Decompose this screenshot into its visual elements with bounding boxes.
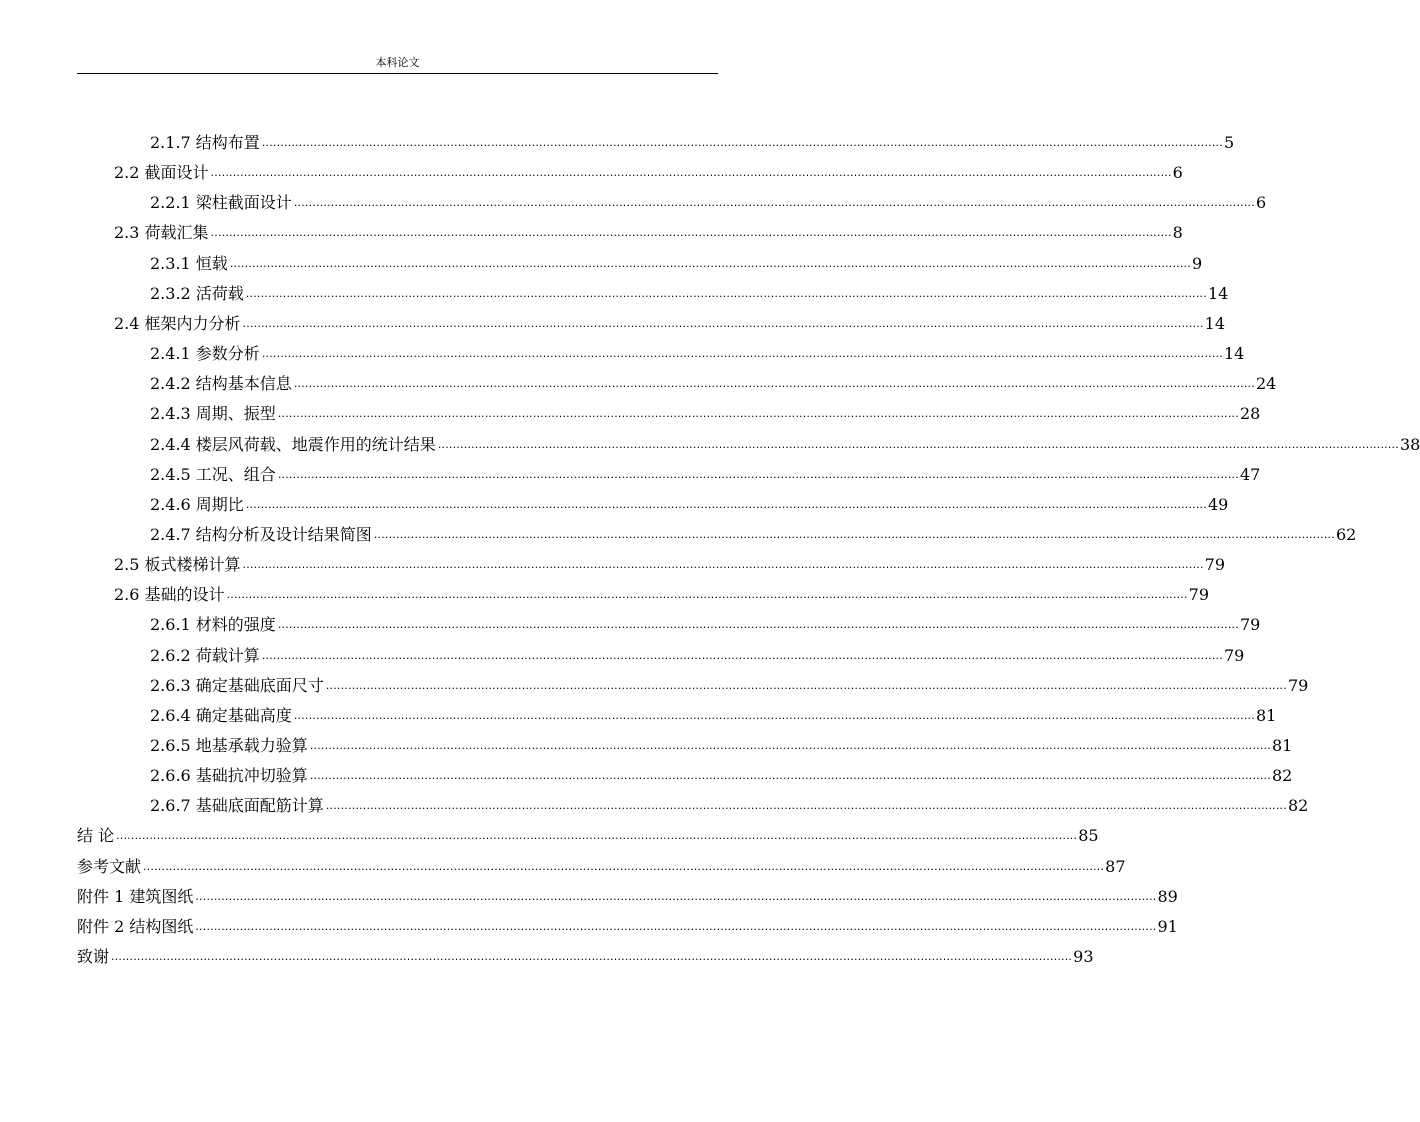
toc-entry-page-number: 14 — [1204, 313, 1226, 333]
toc-entry-title: 2.3.1 恒载 — [150, 253, 228, 273]
toc-entry-page-number: 79 — [1188, 585, 1210, 605]
toc-leader-dots: .................................................................................................................................................................................................................................................................... — [143, 859, 1105, 873]
toc-entry-title: 2.4.3 周期、振型 — [150, 404, 276, 424]
toc-entry-page-number: 85 — [1078, 826, 1099, 846]
toc-entry-title: 2.4 框架内力分析 — [114, 313, 241, 333]
toc-entry[interactable] — [150, 252, 1203, 274]
toc-entry-page-number: 81 — [1255, 705, 1277, 725]
toc-entry-page-number: 5 — [1223, 133, 1235, 152]
toc-entry-page-number: 49 — [1207, 494, 1229, 514]
toc-leader-dots: .................................................................................................................................................................................................................................................................... — [195, 919, 1157, 933]
toc-entry-title: 2.6.3 确定基础底面尺寸 — [150, 675, 324, 695]
toc-entry-title: 2.2 截面设计 — [114, 163, 209, 183]
toc-entry-page-number: 6 — [1255, 193, 1267, 213]
toc-entry-title: 2.2.1 梁柱截面设计 — [150, 193, 292, 213]
toc-leader-dots: .................................................................................................................................................................................................................................................................... — [111, 950, 1073, 964]
toc-leader-dots: .................................................................................................................................................................................................................................................................... — [293, 196, 1255, 210]
toc-leader-dots: .................................................................................................................................................................................................................................................................... — [261, 648, 1223, 662]
toc-entry-title: 参考文献 — [77, 856, 142, 876]
toc-leader-dots: .................................................................................................................................................................................................................................................................... — [210, 166, 1172, 180]
toc-leader-dots: .................................................................................................................................................................................................................................................................... — [277, 407, 1239, 421]
toc-leader-dots: .................................................................................................................................................................................................................................................................... — [210, 226, 1172, 240]
toc-entry[interactable] — [150, 342, 1245, 364]
toc-entry-page-number: 38 — [1399, 434, 1420, 454]
toc-entry-page-number: 87 — [1105, 856, 1126, 876]
toc-entry-title: 2.4.6 周期比 — [150, 494, 244, 514]
toc-leader-dots: .................................................................................................................................................................................................................................................................... — [309, 769, 1271, 783]
toc-entry-title: 2.4.4 楼层风荷载、地震作用的统计结果 — [150, 434, 436, 454]
toc-leader-dots: .................................................................................................................................................................................................................................................................... — [277, 618, 1239, 632]
toc-entry-title: 2.3.2 活荷载 — [150, 283, 244, 303]
toc-leader-dots: .................................................................................................................................................................................................................................................................... — [293, 377, 1255, 391]
toc-leader-dots: .................................................................................................................................................................................................................................................................... — [261, 347, 1223, 361]
toc-entry[interactable] — [150, 372, 1277, 394]
toc-entry[interactable] — [150, 131, 1235, 153]
toc-entry[interactable] — [150, 433, 1420, 455]
toc-entry-title: 结 论 — [77, 826, 115, 846]
toc-entry-page-number: 8 — [1172, 223, 1183, 243]
toc-leader-dots: .................................................................................................................................................................................................................................................................... — [325, 678, 1287, 692]
toc-entry[interactable] — [77, 855, 1126, 877]
toc-entry-title: 2.4.5 工况、组合 — [150, 464, 276, 484]
toc-entry-title: 附件 1 建筑图纸 — [77, 886, 194, 906]
toc-entry[interactable] — [150, 191, 1267, 213]
toc-entry-title: 2.4.7 结构分析及设计结果简图 — [150, 524, 372, 544]
toc-leader-dots: .................................................................................................................................................................................................................................................................... — [242, 558, 1204, 572]
toc-leader-dots: .................................................................................................................................................................................................................................................................... — [229, 256, 1191, 270]
toc-entry[interactable] — [114, 553, 1226, 575]
toc-entry-page-number: 9 — [1191, 253, 1203, 273]
toc-entry[interactable] — [114, 161, 1183, 183]
toc-leader-dots: .................................................................................................................................................................................................................................................................... — [309, 739, 1271, 752]
toc-entry[interactable] — [150, 493, 1229, 515]
toc-entry[interactable] — [150, 704, 1277, 726]
toc-entry-title: 2.6.6 基础抗冲切验算 — [150, 766, 308, 786]
toc-entry-page-number: 93 — [1073, 947, 1094, 967]
toc-entry[interactable] — [150, 674, 1309, 696]
toc-entry[interactable] — [150, 402, 1261, 424]
toc-entry-page-number: 82 — [1287, 796, 1309, 816]
toc-leader-dots: .................................................................................................................................................................................................................................................................... — [116, 829, 1078, 843]
page-header: 本科论文 — [375, 56, 420, 69]
toc-entry-page-number: 47 — [1239, 464, 1261, 484]
toc-entry-title: 2.3 荷载汇集 — [114, 223, 209, 243]
toc-entry-page-number: 6 — [1172, 163, 1183, 183]
toc-entry[interactable] — [150, 764, 1293, 786]
toc-entry[interactable] — [114, 312, 1226, 334]
toc-entry-title: 2.6 基础的设计 — [114, 585, 225, 605]
toc-entry-title: 2.6.5 地基承载力验算 — [150, 736, 308, 755]
toc-entry-page-number: 14 — [1223, 344, 1245, 364]
toc-entry-title: 2.1.7 结构布置 — [150, 133, 260, 152]
toc-leader-dots: .................................................................................................................................................................................................................................................................... — [195, 889, 1157, 903]
toc-leader-dots: .................................................................................................................................................................................................................................................................... — [226, 588, 1188, 602]
toc-entry[interactable] — [77, 885, 1178, 907]
toc-entry-page-number: 79 — [1204, 555, 1226, 575]
toc-entry-page-number: 24 — [1255, 374, 1277, 394]
toc-entry[interactable] — [150, 282, 1229, 304]
toc-entry-page-number: 79 — [1223, 645, 1245, 665]
toc-entry[interactable] — [114, 583, 1210, 605]
toc-entry[interactable] — [77, 945, 1094, 967]
toc-leader-dots: .................................................................................................................................................................................................................................................................... — [245, 497, 1207, 511]
toc-leader-dots: .................................................................................................................................................................................................................................................................... — [261, 136, 1223, 149]
toc-entry[interactable] — [114, 221, 1183, 243]
toc-leader-dots: .................................................................................................................................................................................................................................................................... — [325, 799, 1287, 813]
toc-entry[interactable] — [150, 613, 1261, 635]
toc-leader-dots: .................................................................................................................................................................................................................................................................... — [242, 316, 1204, 330]
toc-entry-title: 2.6.7 基础底面配筋计算 — [150, 796, 324, 816]
toc-leader-dots: .................................................................................................................................................................................................................................................................... — [277, 467, 1239, 481]
toc-entry-page-number: 81 — [1271, 736, 1293, 755]
toc-entry-page-number: 91 — [1157, 916, 1178, 936]
toc-entry-title: 2.6.1 材料的强度 — [150, 615, 276, 635]
toc-entry-page-number: 89 — [1157, 886, 1178, 906]
toc-entry-title: 2.6.2 荷载计算 — [150, 645, 260, 665]
toc-entry-title: 2.4.1 参数分析 — [150, 344, 260, 364]
toc-entry-title: 2.6.4 确定基础高度 — [150, 705, 292, 725]
toc-entry-page-number: 14 — [1207, 283, 1229, 303]
toc-entry[interactable] — [150, 644, 1245, 666]
toc-leader-dots: .................................................................................................................................................................................................................................................................... — [293, 708, 1255, 722]
toc-leader-dots: .................................................................................................................................................................................................................................................................... — [373, 527, 1335, 541]
toc-entry[interactable] — [77, 824, 1099, 846]
toc-entry-title: 2.5 板式楼梯计算 — [114, 555, 241, 575]
toc-entry-page-number: 82 — [1271, 766, 1293, 786]
toc-entry[interactable] — [77, 915, 1178, 937]
toc-entry-title: 附件 2 结构图纸 — [77, 916, 194, 936]
toc-entry-page-number: 79 — [1287, 675, 1309, 695]
toc-entry[interactable] — [150, 523, 1357, 545]
toc-entry[interactable] — [150, 734, 1293, 756]
toc-leader-dots: .................................................................................................................................................................................................................................................................... — [437, 437, 1399, 451]
toc-entry-title: 2.4.2 结构基本信息 — [150, 374, 292, 394]
toc-entry-page-number: 79 — [1239, 615, 1261, 635]
toc-entry-page-number: 62 — [1335, 524, 1357, 544]
toc-entry[interactable] — [150, 794, 1309, 816]
toc-entry-title: 致谢 — [77, 947, 110, 967]
toc-leader-dots: .................................................................................................................................................................................................................................................................... — [245, 286, 1207, 300]
toc-entry[interactable] — [150, 463, 1261, 485]
toc-entry-page-number: 28 — [1239, 404, 1261, 424]
